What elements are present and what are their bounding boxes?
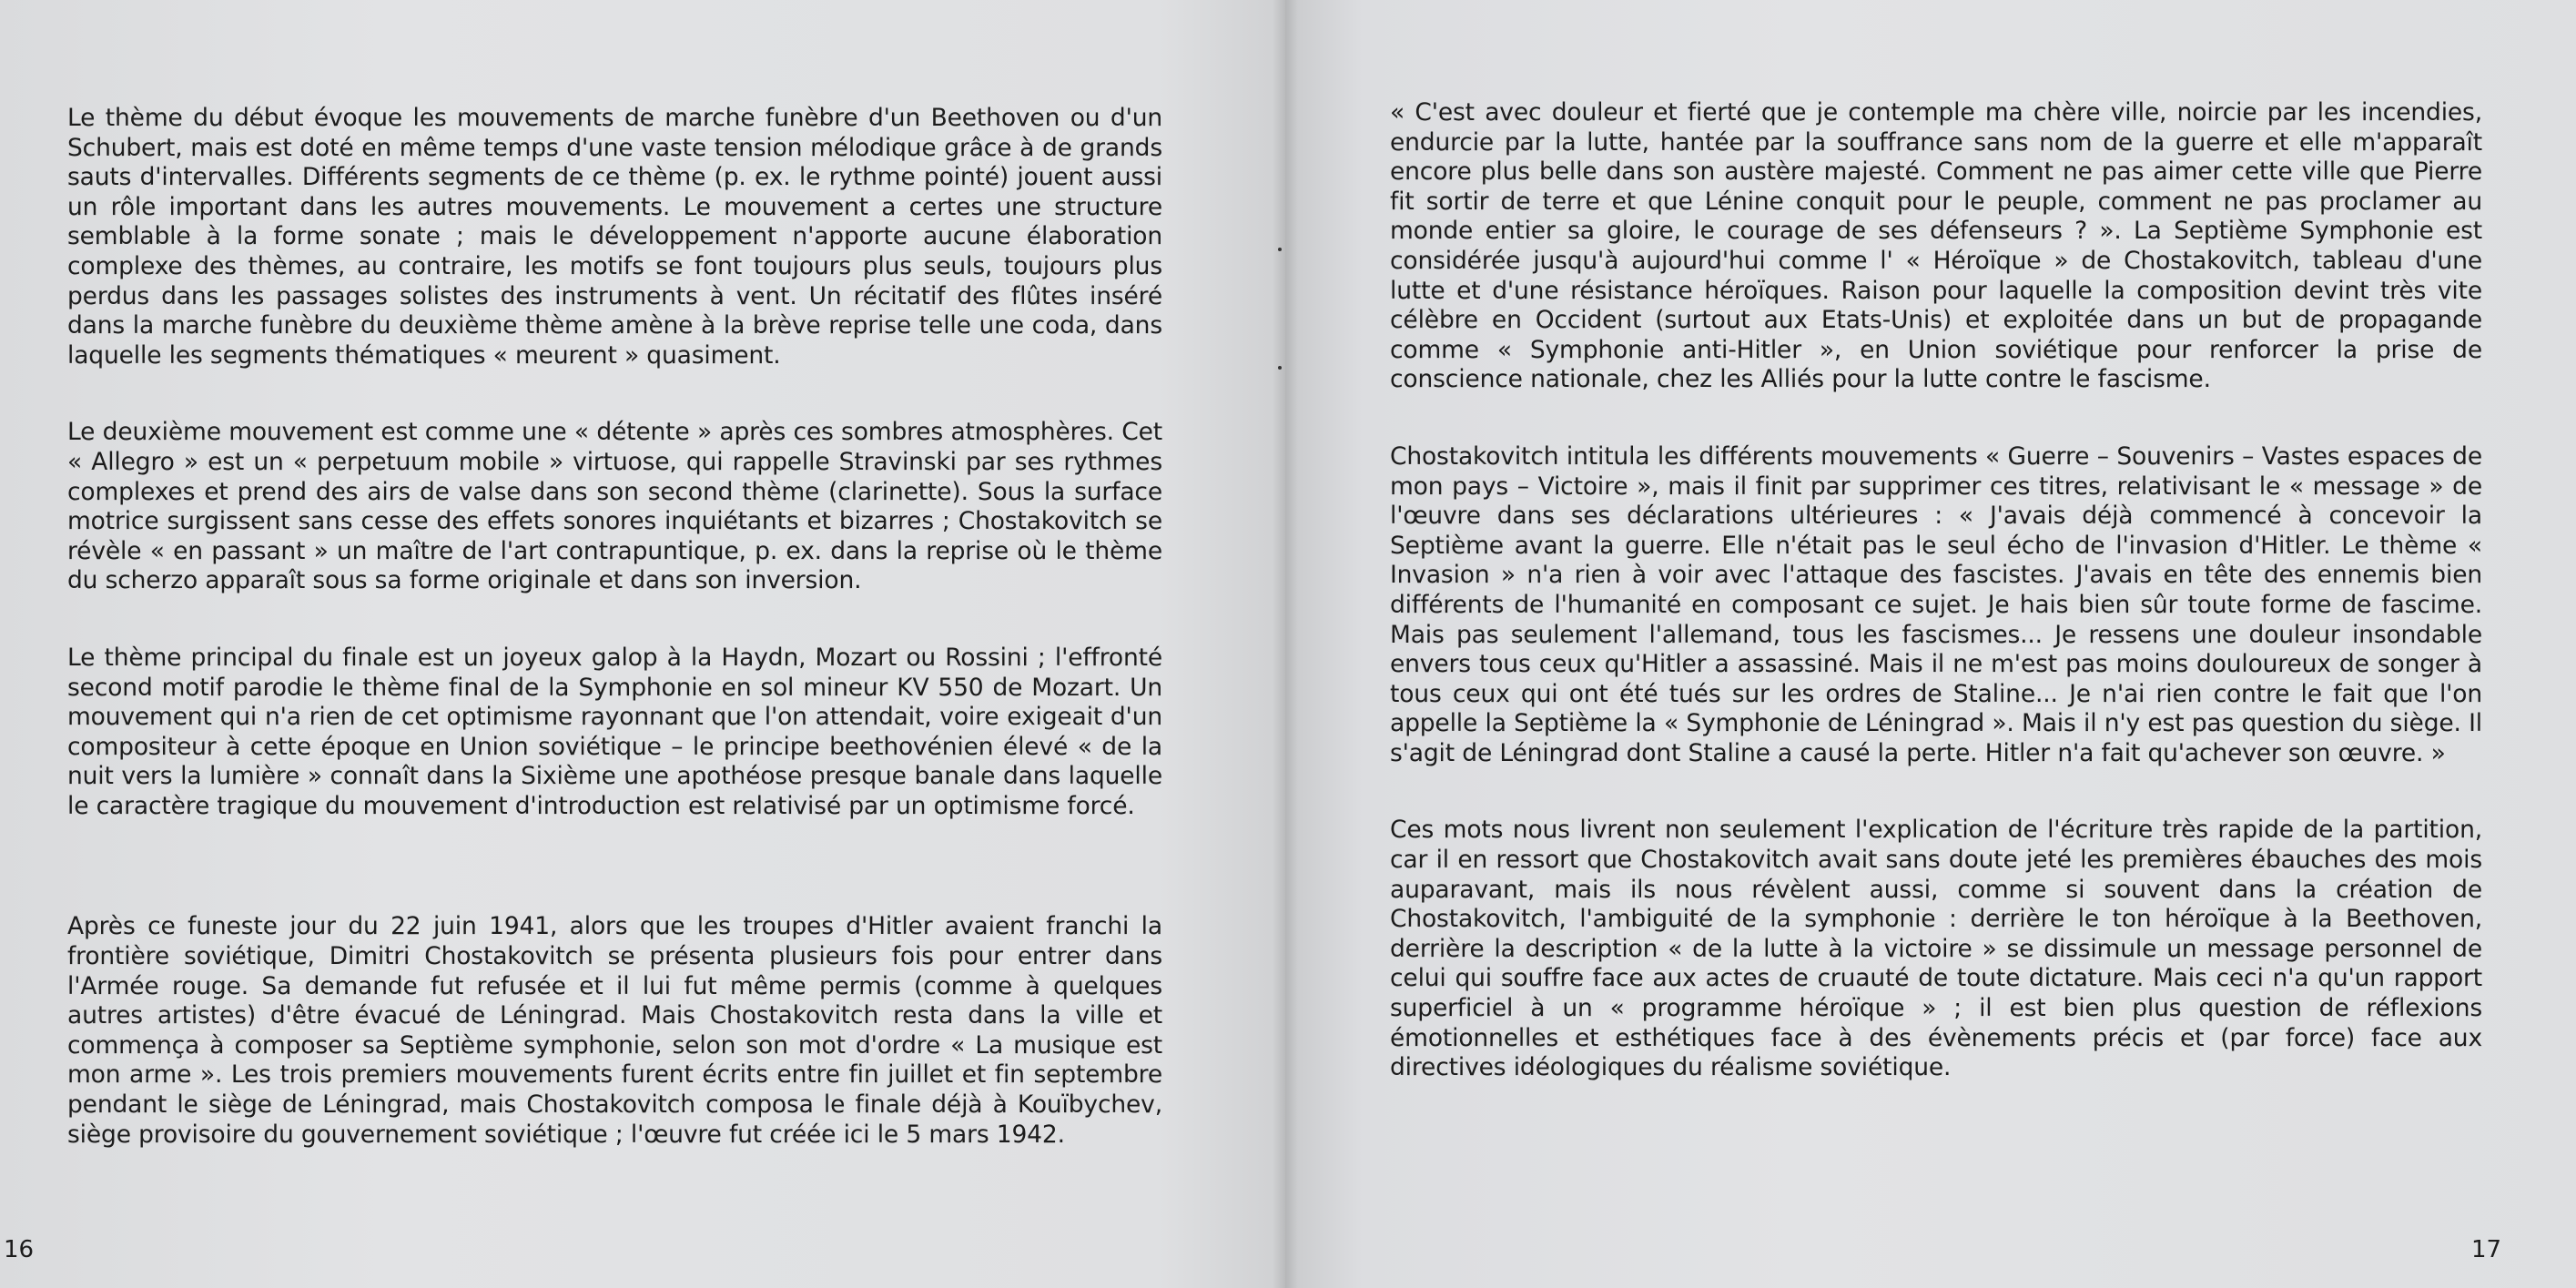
right-text-column [1390,98,2482,1083]
print-mark [1278,248,1282,251]
left-paragraph-3: Le thème principal du finale est un joyeux galop à la Haydn, Mozart ou Rossini ; l'effronté second motif parodie le thème final de la Symphonie en sol mineur KV 550 de Mozart. Un mouvement qui n'a rien de cet optimisme rayonnant que l'on attendait, voire exigeait d'un compositeur à cette époque en Union soviétique – le principe beethovénien élevé « de la nuit vers la lumière » connaît dans la Sixième une apothéose presque banale dans laquelle le caractère tragique du mouvement d'introduction est relativisé par un optimisme forcé. [67,643,1162,820]
page-number-right: 17 [2471,1236,2502,1263]
page-number-left: 16 [4,1236,35,1263]
print-mark [1278,366,1282,370]
right-paragraph-3: Ces mots nous livrent non seulement l'explication de l'écriture très rapide de la partition, car il en ressort que Chostakovitch avait sans doute jeté les premières ébauches des mois auparavant, mais ils nous révèlent aussi, comme si souvent dans la création de Chostakovitch, l'ambiguité de la symphonie : derrière le ton héroïque à la Beethoven, derrière la description « de la lutte à la victoire » se dissimule un message personnel de celui qui souffre face aux actes de cruauté de toute dictature. Mais ceci n'a qu'un rapport superficiel à un « programme héroïque » ; il est bien plus question de réflexions émotionnelles et esthétiques face à des évènements précis et (par force) face aux directives idéologiques du réalisme soviétique. [1390,816,2482,1082]
left-text-column [67,104,1162,1150]
left-paragraph-4: Après ce funeste jour du 22 juin 1941, alors que les troupes d'Hitler avaient franchi la frontière soviétique, Dimitri Chostakovitch se présenta plusieurs fois pour entrer dans l'Armée rouge. Sa demande fut refusée et il lui fut même permis (comme à quelques autres artistes) d'être évacué de Léningrad. Mais Chostakovitch resta dans la ville et commença à composer sa Septième symphonie, selon son mot d'ordre « La musique est mon arme ». Les trois premiers mouvements furent écrits entre fin juillet et fin septembre pendant le siège de Léningrad, mais Chostakovitch composa le finale déjà à Kouïbychev, siège provisoire du gouvernement soviétique ; l'œuvre fut créée ici le 5 mars 1942. [67,912,1162,1149]
right-paragraph-1: « C'est avec douleur et fierté que je contemple ma chère ville, noircie par les incendies, endurcie par la lutte, hantée par la souffrance sans nom de la guerre et elle m'apparaît encore plus belle dans son austère majesté. Comment ne pas aimer cette ville que Pierre fit sortir de terre et que Lénine conquit pour le peuple, comment ne pas proclamer au monde entier sa gloire, le courage de ses défenseurs ? ». La Septième Symphonie est considérée jusqu'à aujourd'hui comme l' « Héroïque » de Chostakovitch, tableau d'une lutte et d'une résistance héroïques. Raison pour laquelle la composition devint très vite célèbre en Occident (surtout aux Etats-Unis) et exploitée dans un but de propagande comme « Symphonie anti-Hitler », en Union soviétique pour renforcer la prise de conscience nationale, chez les Alliés pour la lutte contre le fascisme. [1390,98,2482,394]
left-page [0,0,1285,1288]
right-paragraph-2: Chostakovitch intitula les différents mouvements « Guerre – Souvenirs – Vastes espaces de mon pays – Victoire », mais il finit par supprimer ces titres, relativisant le « message » de l'œuvre dans ses déclarations ultérieures : « J'avais déjà commencé à concevoir la Septième avant la guerre. Elle n'était pas le seul écho de l'invasion d'Hitler. Le thème « Invasion » n'a rien à voir avec l'attaque des fascistes. J'avais en tête des ennemis bien différents de l'humanité en composant ce sujet. Je hais bien sûr toute forme de fascime. Mais pas seulement l'allemand, tous les fascismes... Je ressens une douleur insondable envers tous ceux qu'Hitler a assassiné. Mais il ne m'est pas moins douloureux de songer à tous ceux qui ont été tués sur les ordres de Staline... Je n'ai rien contre le fait que l'on appelle la Septième la « Symphonie de Léningrad ». Mais il n'y est pas question du siège. Il s'agit de Léningrad dont Staline a causé la perte. Hitler n'a fait qu'achever son œuvre. » [1390,441,2482,767]
binding-gutter [1273,0,1298,1288]
left-paragraph-1: Le thème du début évoque les mouvements de marche funèbre d'un Beethoven ou d'un Schubert, mais est doté en même temps d'une vaste tension mélodique grâce à de grands sauts d'intervalles. Différents segments de ce thème (p. ex. le rythme pointé) jouent aussi un rôle important dans les autres mouvements. Le mouvement a certes une structure semblable à la forme sonate ; mais le développement n'apporte aucune élaboration complexe des thèmes, au contraire, les motifs se font toujours plus seuls, toujours plus perdus dans les passages solistes des instruments à vent. Un récitatif des flûtes inséré dans la marche funèbre du deuxième thème amène à la brève reprise telle une coda, dans laquelle les segments thématiques « meurent » quasiment. [67,104,1162,370]
left-paragraph-2: Le deuxième mouvement est comme une « détente » après ces sombres atmosphères. Cet « Allegro » est un « perpetuum mobile » virtuose, qui rappelle Stravinski par ses rythmes complexes et prend des airs de valse dans son second thème (clarinette). Sous la surface motrice surgissent sans cesse des effets sonores inquiétants et bizarres ; Chostakovitch se révèle « en passant » un maître de l'art contrapuntique, p. ex. dans la reprise où le thème du scherzo apparaît sous sa forme originale et dans son inversion. [67,418,1162,595]
right-page [1285,0,2576,1288]
